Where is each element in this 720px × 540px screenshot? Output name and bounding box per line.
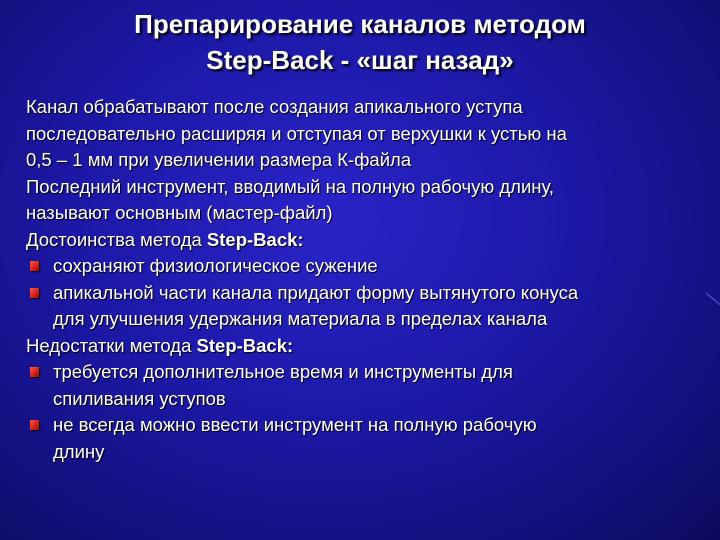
slide-title [40, 6, 680, 78]
text-line [26, 227, 696, 254]
text-line: 0,5 – 1 мм при увеличении размера К-файла [26, 149, 412, 170]
disadvantages-heading-method: Step-Back: [196, 334, 294, 356]
text-line: для улучшения удержания материала в пределах канала [53, 308, 548, 329]
advantages-heading-prefix: Достоинства метода [26, 228, 207, 250]
advantages-heading-method: Step-Back: [206, 228, 304, 250]
red-square-bullet-icon [30, 288, 39, 298]
list-item-disadvantage [26, 412, 696, 465]
red-square-bullet-icon [30, 261, 39, 271]
red-square-bullet-icon [30, 420, 39, 430]
title-line-2: Step-Back - «шаг назад» [206, 45, 514, 75]
paragraph-canal-processing [26, 94, 696, 174]
text-line: длину [53, 440, 105, 462]
list-item-advantage [26, 253, 696, 280]
text-line [26, 333, 696, 360]
list-item-advantage [26, 280, 696, 333]
text-line: Последний инструмент, вводимый на полную рабочую длину, [26, 175, 555, 197]
text-line: апикальной части канала придают форму вытянутого конуса [53, 281, 579, 303]
slide-content [26, 94, 696, 465]
text-line: спиливания уступов [53, 387, 226, 409]
text-line: называют основным (мастер-файл) [26, 202, 333, 223]
text-line: не всегда можно ввести инструмент на полную рабочую [53, 414, 537, 435]
decorative-line [706, 293, 720, 308]
text-line: сохраняют физиологическое сужение [53, 255, 378, 276]
advantages-heading [26, 227, 696, 254]
text-line: последовательно расширяя и отступая от верхушки к устью на [26, 122, 567, 144]
disadvantages-heading-prefix: Недостатки метода [26, 334, 197, 356]
text-line: требуется дополнительное время и инструменты для [53, 361, 513, 382]
list-item-disadvantage [26, 359, 696, 412]
disadvantages-heading [26, 333, 696, 360]
paragraph-master-file [26, 174, 696, 227]
red-square-bullet-icon [30, 367, 39, 377]
title-line-1: Препарирование каналов методом [134, 9, 586, 39]
text-line: Канал обрабатывают после создания апикального уступа [26, 96, 523, 117]
